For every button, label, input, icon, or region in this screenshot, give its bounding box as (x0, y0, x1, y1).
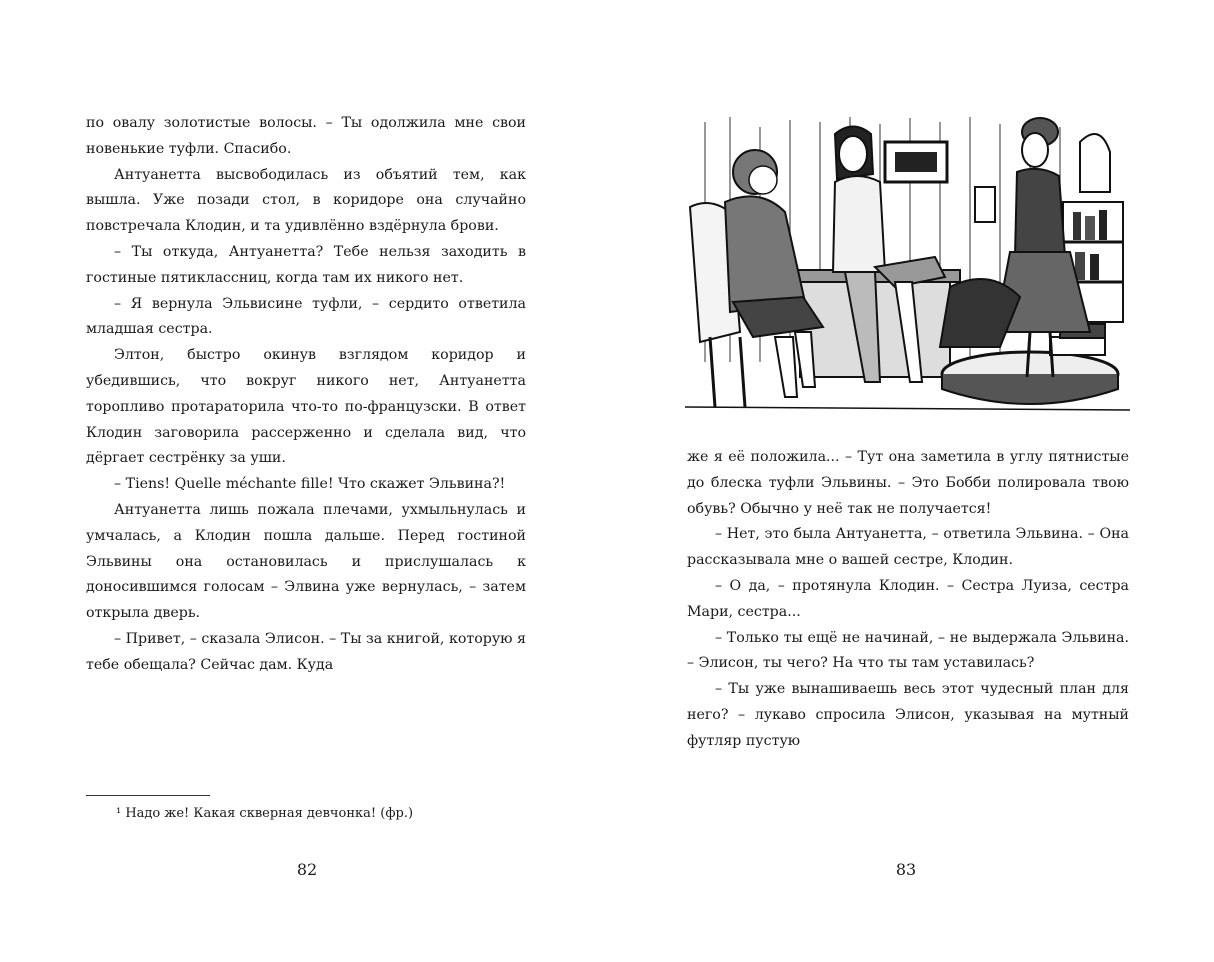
right-page (607, 0, 1214, 962)
paragraph: – Только ты ещё не начинай, – не выдержала Эльвина. – Элисон, ты чего? На что ты там уставилась? (687, 629, 1129, 672)
footnote-divider (86, 795, 210, 796)
page-number-right: 83 (895, 860, 917, 879)
paragraph: же я её положила... – Тут она заметила в углу пятнистые до блеска туфли Эльвины. – Это Бобби полировала твою обувь? Обычно у неё так не получается! (687, 449, 1129, 517)
footnote: ¹ Надо же! Какая скверная девчонка! (фр.) (116, 806, 414, 821)
paragraph: – Нет, это была Антуанетта, – ответила Эльвина. – Она рассказывала мне о вашей сестре, Клодин. (687, 526, 1129, 569)
paragraph: Антуанетта высвободилась из объятий тем, как вышла. Уже позади стол, в коридоре она случайно повстречала Клодин, и та удивлённо вздёрнула брови. (86, 166, 526, 235)
page-number-left: 82 (296, 860, 318, 879)
paragraph: – Ты откуда, Антуанетта? Тебе нельзя заходить в гостиные пятиклассниц, когда там их никого нет. (86, 243, 526, 286)
illustration-three-girls (685, 112, 1130, 422)
paragraph: Элтон, быстро окинув взглядом коридор и убедившись, что вокруг никого нет, Антуанетта торопливо протараторила что-то по-французски. В ответ Клодин заговорила рассерженно и сделала вид, что дёргает сестрёнку за уши. (86, 347, 526, 467)
paragraph: – О да, – протянула Клодин. – Сестра Луиза, сестра Мари, сестра... (687, 577, 1129, 620)
paragraph: – Ты уже вынашиваешь весь этот чудесный план для него? – лукаво спросила Элисон, указывая на мутный футляр пустую (687, 681, 1129, 749)
left-page-text (86, 111, 526, 679)
paragraph: – Я вернула Эльвисине туфли, – сердито ответила младшая сестра. (86, 295, 526, 338)
paragraph: – Привет, – сказала Элисон. – Ты за книгой, которую я тебе обещала? Сейчас дам. Куда (86, 630, 526, 673)
paragraph: Антуанетта лишь пожала плечами, ухмыльнулась и умчалась, а Клодин пошла дальше. Перед гостиной Эльвины она остановилась и прислушалась к доносившимся голосам – Элвина уже вернулась, – затем открыла дверь. (86, 501, 526, 622)
paragraph: по овалу золотистые волосы. – Ты одолжила мне свои новенькие туфли. Спасибо. (86, 115, 526, 157)
paragraph: – Tiens! Quelle méchante fille! Что скажет Эльвина?! (114, 476, 506, 493)
right-page-text (687, 445, 1129, 755)
